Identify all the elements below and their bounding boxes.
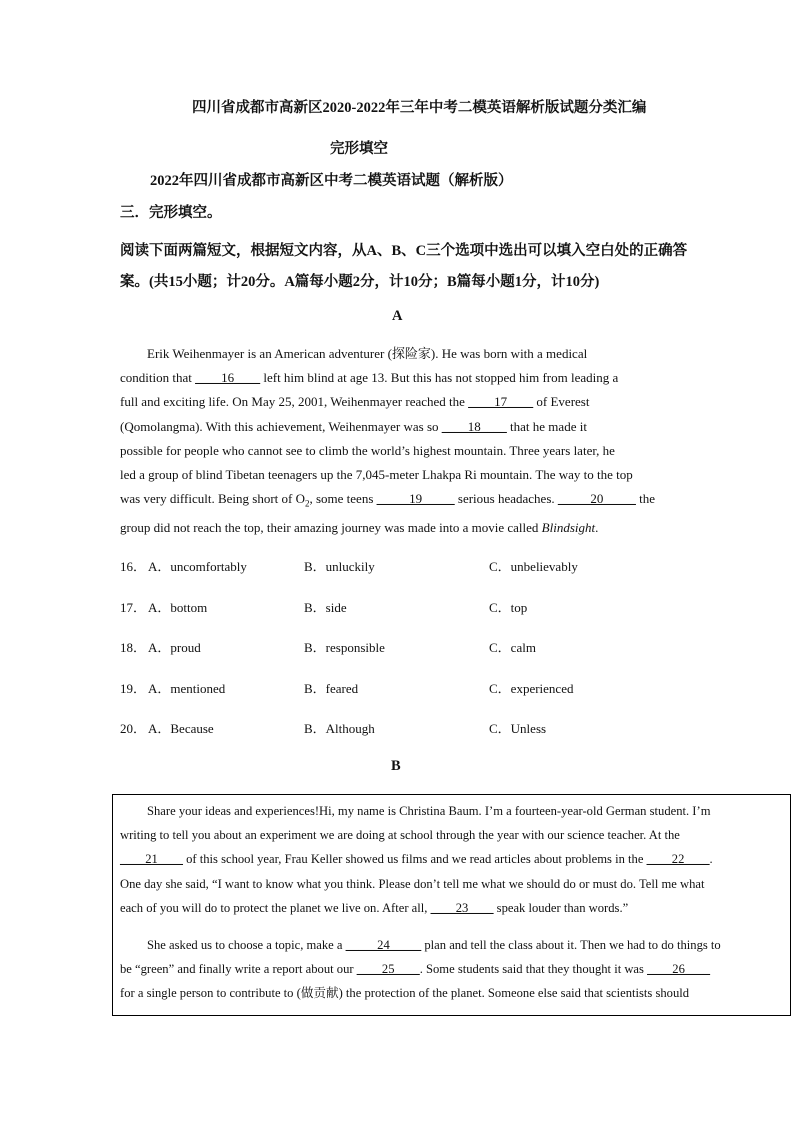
passage-b-line: be “green” and finally write a report about our ____25____. Some students said that they thought it was ____26____	[120, 962, 711, 977]
passage-b-box	[112, 794, 791, 1016]
blank-18: ____18____	[441, 418, 507, 434]
option-a: A．mentioned	[148, 681, 226, 696]
passage-b-line: She asked us to choose a topic, make a _____24_____ plan and tell the class about it. Then we had to do things to	[147, 938, 721, 953]
option-b: B．unluckily	[304, 559, 375, 574]
blank-26: ____26____	[647, 962, 711, 977]
option-c: C．top	[489, 600, 528, 615]
passage-b-line: each of you will do to protect the planet we live on. After all, ____23____ speak louder than words.”	[120, 900, 629, 915]
paragraph-gap	[120, 920, 788, 933]
option-c: C．unbelievably	[489, 559, 578, 574]
passage-b-line: One day she said, “I want to know what you think. Please don’t tell me what we should do or must do. Tell me what	[120, 876, 705, 891]
blank-16: ____16____	[195, 370, 261, 386]
blank-17: ____17____	[468, 394, 534, 410]
passage-a-line: group did not reach the top, their amazing journey was made into a movie called Blindsight.	[120, 520, 599, 536]
option-a: A．bottom	[148, 600, 208, 615]
exam-title: 2022年四川省成都市高新区中考二模英语试题（解析版）	[150, 173, 513, 189]
blank-20: _____20_____	[557, 491, 636, 507]
option-c: C．Unless	[489, 721, 547, 736]
passage-b-label: B	[391, 758, 401, 774]
subscript-2: 2	[304, 498, 310, 509]
passage-a-line: condition that ____16____ left him blind at age 13. But this has not stopped him from leading a	[120, 370, 619, 386]
question-number: 16．	[120, 559, 147, 574]
blank-19: _____19_____	[376, 491, 455, 507]
section-instruction	[120, 236, 720, 298]
passage-b-line: writing to tell you about an experiment we are doing at school through the year with our science teacher. At the	[120, 828, 680, 843]
blank-21: ____21____	[120, 852, 183, 867]
instruction-line-2: 案。(共15小题；计20分。A篇每小题2分，计10分；B篇每小题1分，计10分)	[120, 274, 600, 290]
blank-23: ____23____	[430, 900, 494, 915]
blank-22: ____22____	[646, 852, 710, 867]
passage-a-line: led a group of blind Tibetan teenagers up the 7,045-meter Lhakpa Ri mountain. The way to the top	[120, 467, 633, 483]
option-a: A．uncomfortably	[148, 559, 247, 574]
question-number: 20．	[120, 721, 147, 736]
passage-b-line: Share your ideas and experiences!Hi, my name is Christina Baum. I’m a fourteen-year-old German student. I’m	[147, 804, 711, 818]
option-b: B．side	[304, 600, 347, 615]
instruction-line-1: 阅读下面两篇短文，根据短文内容，从A、B、C三个选项中选出可以填入空白处的正确答	[120, 243, 688, 259]
passage-b-line: for a single person to contribute to (做贡献) the protection of the planet. Someone else said that scientists should	[120, 986, 690, 1001]
passage-a-line: was very difficult. Being short of $O_2$, some teens _____19_____ serious headaches. _____20_____ the	[120, 491, 656, 509]
blank-24: _____24_____	[345, 938, 422, 953]
passage-a-text	[120, 342, 680, 540]
option-a: A．proud	[148, 640, 201, 655]
section-heading: 三．完形填空。	[120, 205, 222, 221]
document-subtitle: 完形填空	[330, 141, 388, 157]
movie-title: Blindsight	[541, 520, 596, 536]
passage-b-line: ____21____ of this school year, Frau Keller showed us films and we read articles about problems in the ____22____.	[120, 852, 713, 867]
document-title: 四川省成都市高新区2020-2022年三年中考二模英语解析版试题分类汇编	[192, 100, 647, 116]
question-number: 19．	[120, 681, 147, 696]
option-c: C．calm	[489, 640, 536, 655]
option-b: B．Although	[304, 721, 375, 736]
blank-25: ____25____	[356, 962, 420, 977]
passage-b-text	[120, 799, 788, 1006]
question-number: 17．	[120, 600, 147, 615]
passage-a-line: Erik Weihenmayer is an American adventurer (探险家). He was born with a medical	[147, 346, 588, 361]
question-number: 18．	[120, 640, 147, 655]
passage-a-line: full and exciting life. On May 25, 2001, Weihenmayer reached the ____17____ of Everest	[120, 394, 590, 410]
passage-a-line: possible for people who cannot see to climb the world’s highest mountain. Three years later, he	[120, 442, 615, 458]
passage-a-line: (Qomolangma). With this achievement, Weihenmayer was so ____18____ that he made it	[120, 418, 587, 434]
option-b: B．responsible	[304, 640, 385, 655]
passage-a-label: A	[392, 308, 403, 324]
option-c: C．experienced	[489, 681, 574, 696]
option-b: B．feared	[304, 681, 359, 696]
option-a: A．Because	[148, 721, 214, 736]
